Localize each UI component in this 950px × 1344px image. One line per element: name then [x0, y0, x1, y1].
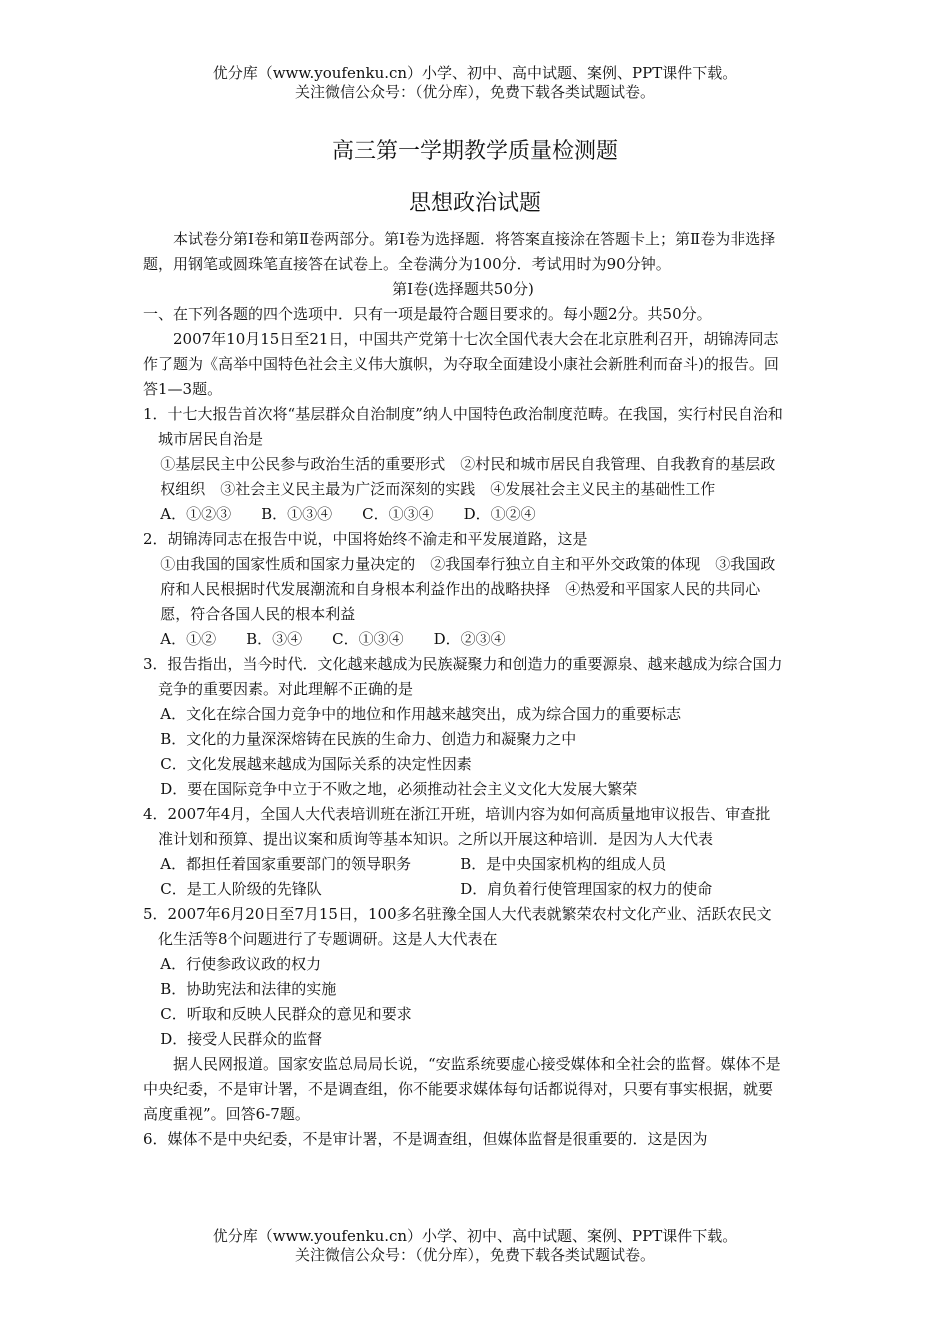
passage-2: 据人民网报道。国家安监总局局长说，“安监系统要虚心接受媒体和全社会的监督。媒体不是中央纪委，不是审计署，不是调查组，你不能要求媒体每句话都说得对，只要有事实根据，就要高度重视”。回答6-7题。 — [143, 1055, 781, 1123]
q1-statements: ①基层民主中公民参与政治生活的重要形式 ②村民和城市居民自我管理、自我教育的基层政权组织 ③社会主义民主最为广泛而深刻的实践 ④发展社会主义民主的基础性工作 — [160, 455, 776, 498]
question-4 — [143, 802, 783, 902]
q1-options: A．①②③ B．①③④ C．①③④ D．①②④ — [160, 505, 536, 523]
instruction: 一、在下列各题的四个选项中．只有一项是最符合题目要求的。每小题2分。共50分。 — [143, 305, 712, 323]
page-header — [0, 64, 950, 102]
q4-options-row-1 — [143, 852, 783, 877]
exam-title: 高三第一学期教学质量检测题 — [331, 139, 618, 164]
q3-option-a: A．文化在综合国力竞争中的地位和作用越来越突出，成为综合国力的重要标志 — [160, 705, 682, 723]
q4-option-d: D．肩负着行使管理国家的权力的使命 — [460, 880, 713, 898]
exam-subtitle: 思想政治试题 — [408, 191, 541, 216]
q1-stem: 1．十七大报告首次将“基层群众自治制度”纳人中国特色政治制度范畴。在我国，实行村民自治和城市居民自治是 — [143, 405, 783, 448]
q5-option-b: B．协助宪法和法律的实施 — [160, 980, 337, 998]
page-footer — [0, 1227, 950, 1265]
q3-option-d: D．要在国际竞争中立于不败之地，必须推动社会主义文化大发展大繁荣 — [160, 780, 638, 798]
question-6 — [143, 1127, 783, 1152]
q5-option-c: C．听取和反映人民群众的意见和要求 — [160, 1005, 412, 1023]
intro-paragraph: 本试卷分第Ⅰ卷和第Ⅱ卷两部分。第Ⅰ卷为选择题．将答案直接涂在答题卡上；第Ⅱ卷为非选择题，用钢笔或圆珠笔直接答在试卷上。全卷满分为100分．考试用时为90分钟。 — [143, 230, 776, 273]
q5-option-d: D．接受人民群众的监督 — [160, 1030, 323, 1048]
question-3 — [143, 652, 783, 802]
question-1 — [143, 402, 783, 527]
q4-option-a: A．都担任着国家重要部门的领导职务 — [160, 855, 412, 873]
q4-option-c: C．是工人阶级的先锋队 — [160, 880, 322, 898]
q6-stem: 6．媒体不是中央纪委，不是审计署，不是调查组，但媒体监督是很重要的．这是因为 — [143, 1130, 708, 1148]
q4-option-b: B．是中央国家机构的组成人员 — [460, 855, 667, 873]
footer-line-2: 关注微信公众号：（优分库），免费下载各类试题试卷。 — [294, 1246, 655, 1264]
q3-option-c: C．文化发展越来越成为国际关系的决定性因素 — [160, 755, 472, 773]
question-5 — [143, 902, 783, 1052]
q4-options-row-2 — [143, 877, 783, 902]
section-title: 第Ⅰ卷(选择题共50分) — [392, 280, 534, 298]
q2-options: A．①② B．③④ C．①③④ D．②③④ — [160, 630, 506, 648]
q3-stem: 3．报告指出，当今时代．文化越来越成为民族凝聚力和创造力的重要源泉、越来越成为综合国力竞争的重要因素。对此理解不正确的是 — [143, 655, 783, 698]
q2-stem: 2．胡锦涛同志在报告中说，中国将始终不渝走和平发展道路，这是 — [143, 530, 588, 548]
q4-stem: 4．2007年4月，全国人大代表培训班在浙江开班，培训内容为如何高质量地审议报告、审查批准计划和预算、提出议案和质询等基本知识。之所以开展这种培训．是因为人大代表 — [143, 805, 771, 848]
question-2 — [143, 527, 783, 652]
passage-1: 2007年10月15日至21日，中国共产党第十七次全国代表大会在北京胜利召开，胡锦涛同志作了题为《高举中国特色社会主义伟大旗帜，为夺取全面建设小康社会新胜利而奋斗)的报告。回答1—3题。 — [143, 330, 779, 398]
header-line-2: 关注微信公众号：（优分库），免费下载各类试题试卷。 — [294, 83, 655, 101]
footer-line-1: 优分库（www.youfenku.cn）小学、初中、高中试题、案例、PPT课件下载。 — [212, 1227, 738, 1245]
exam-body — [143, 227, 783, 1152]
header-line-1: 优分库（www.youfenku.cn）小学、初中、高中试题、案例、PPT课件下载。 — [212, 64, 738, 82]
q5-option-a: A．行使参政议政的权力 — [160, 955, 322, 973]
q3-option-b: B．文化的力量深深熔铸在民族的生命力、创造力和凝聚力之中 — [160, 730, 577, 748]
q2-statements: ①由我国的国家性质和国家力量决定的 ②我国奉行独立自主和平外交政策的体现 ③我国政府和人民根据时代发展潮流和自身根本利益作出的战略抉择 ④热爱和平国家人民的共同心愿，符合各国人民的根本利益 — [160, 555, 776, 623]
q5-stem: 5．2007年6月20日至7月15日，100多名驻豫全国人大代表就繁荣农村文化产业、活跃农民文化生活等8个问题进行了专题调研。这是人大代表在 — [143, 905, 772, 948]
